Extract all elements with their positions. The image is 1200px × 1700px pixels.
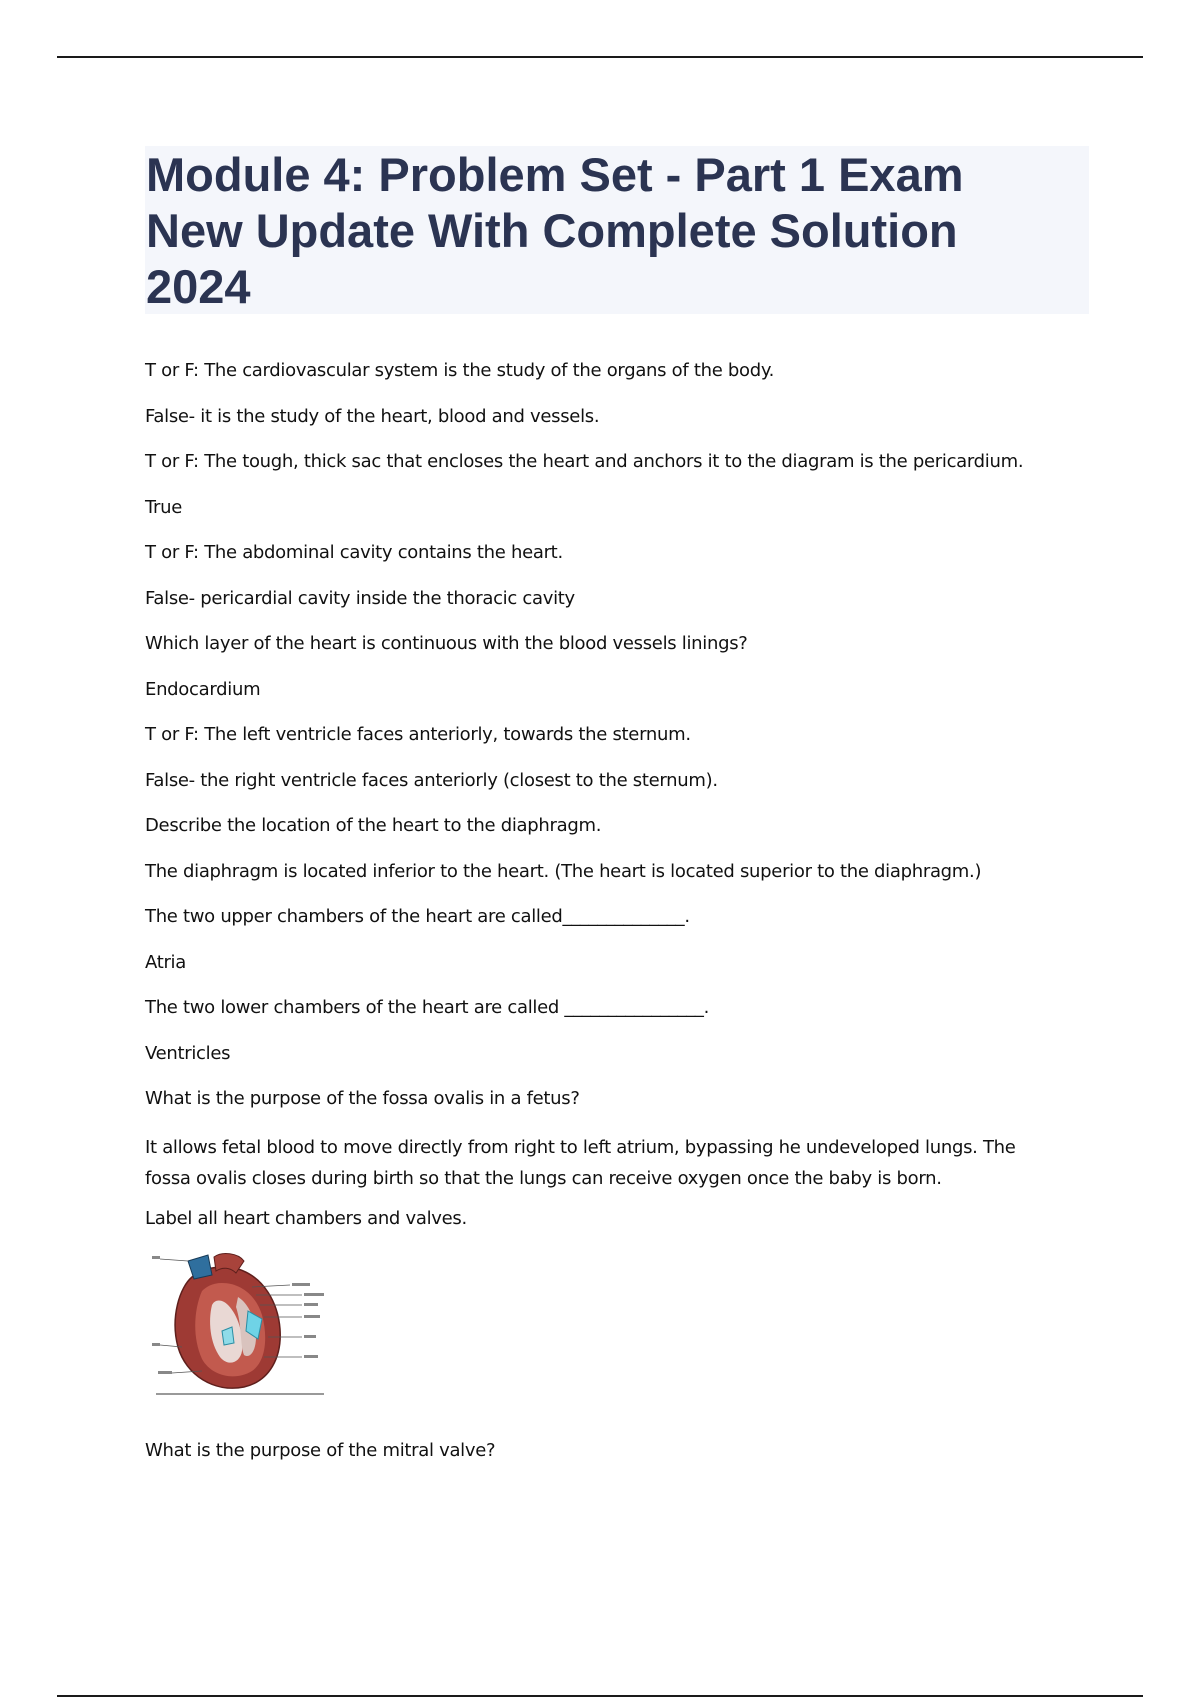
heart-anatomy-icon: [152, 1247, 328, 1399]
answer-4: Endocardium: [145, 678, 261, 700]
answer-5: False- the right ventricle faces anteriorly (closest to the sternum).: [145, 769, 718, 791]
answer-3: False- pericardial cavity inside the thoracic cavity: [145, 587, 575, 609]
question-4: Which layer of the heart is continuous with the blood vessels linings?: [145, 633, 748, 654]
answer-2: True: [145, 496, 183, 518]
question-9: What is the purpose of the fossa ovalis in a fetus?: [145, 1088, 580, 1109]
header-rule: [57, 56, 1143, 58]
question-1: T or F: The cardiovascular system is the study of the organs of the body.: [145, 360, 775, 381]
question-2: T or F: The tough, thick sac that encloses the heart and anchors it to the diagram is the pericardium.: [145, 451, 1024, 472]
question-7: The two upper chambers of the heart are called______________.: [145, 906, 690, 927]
answer-9: It allows fetal blood to move directly from right to left atrium, bypassing he undeveloped lungs. The fossa ovalis closes during birth so that the lungs can receive oxygen once the baby is born.: [145, 1136, 1016, 1189]
question-8: The two lower chambers of the heart are called ________________.: [145, 997, 710, 1018]
answer-8: Ventricles: [145, 1042, 231, 1064]
question-3: T or F: The abdominal cavity contains the heart.: [145, 542, 563, 563]
question-11: What is the purpose of the mitral valve?: [145, 1440, 496, 1461]
answer-1: False- it is the study of the heart, blood and vessels.: [145, 405, 600, 427]
question-10: Label all heart chambers and valves.: [145, 1207, 467, 1229]
document-title: Module 4: Problem Set - Part 1 Exam New Update With Complete Solution 2024: [146, 148, 964, 313]
question-6: Describe the location of the heart to the diaphragm.: [145, 815, 602, 836]
answer-6: The diaphragm is located inferior to the heart. (The heart is located superior to the diaphragm.): [145, 860, 982, 882]
answer-7: Atria: [145, 951, 186, 973]
heart-diagram-image: [152, 1247, 328, 1399]
question-5: T or F: The left ventricle faces anteriorly, towards the sternum.: [145, 724, 691, 745]
qa-list: [145, 358, 1065, 1251]
footer-rule: [57, 1695, 1143, 1697]
